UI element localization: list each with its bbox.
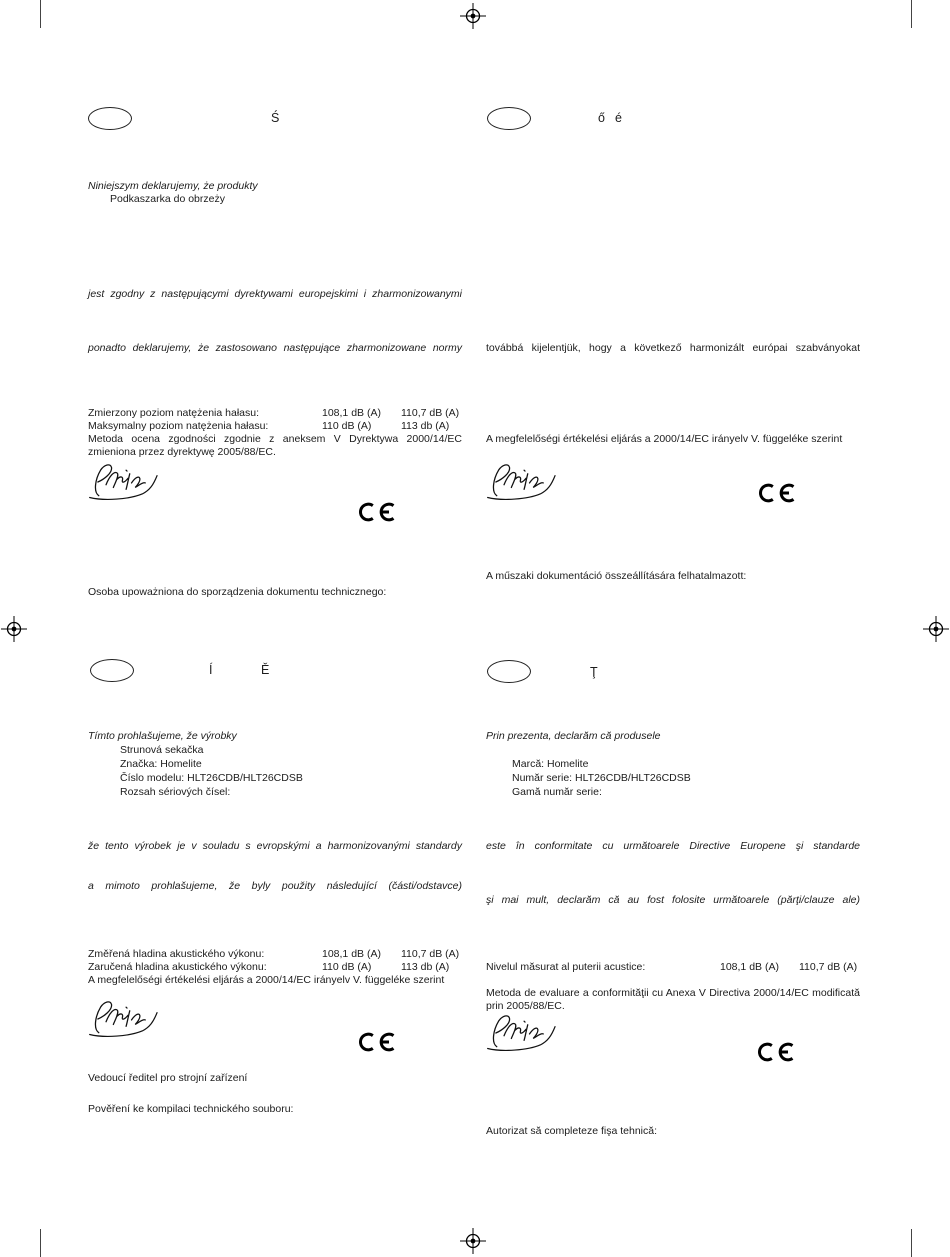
standards-statement: ponadto deklarujemy, że zastosowano następujące zharmonizowane normy bbox=[88, 342, 462, 354]
brand-line: Marcă: Homelite bbox=[512, 758, 589, 770]
noise-measured-value-1: 108,1 dB (A) bbox=[322, 407, 381, 419]
crop-mark-top-left bbox=[40, 0, 41, 28]
conformity-method-text: Metoda de evaluare a conformităţii cu Anexa V Directiva 2000/14/EC modificată prin 2005/88/EC. bbox=[486, 987, 860, 1012]
standards-statement: şi mai mult, declarăm că au fost folosite următoarele (părţi/clauze ale) bbox=[486, 894, 860, 906]
signature-icon bbox=[484, 459, 566, 505]
noise-measured-value-2: 110,7 dB (A) bbox=[401, 407, 460, 419]
directive-statement: jest zgodny z następującymi dyrektywami europejskimi i zharmonizowanymi bbox=[88, 288, 462, 300]
heading-glyph: Ţ bbox=[590, 665, 598, 679]
declaration-line: Niniejszym deklarujemy, że produkty bbox=[88, 180, 258, 192]
language-badge-ellipse bbox=[88, 107, 132, 130]
product-name: Strunová sekačka bbox=[120, 744, 204, 756]
conformity-method-text: A megfelelőségi értékelési eljárás a 2000/14/EC irányelv V. függeléke szerint bbox=[88, 974, 445, 986]
declaration-line: Prin prezenta, declarăm că produsele bbox=[486, 730, 661, 742]
noise-measured-value-1: 108,1 dB (A) bbox=[720, 961, 779, 973]
heading-glyph: Ś bbox=[271, 111, 280, 125]
directive-statement: že tento výrobek je v souladu s evropskými a harmonizovanými standardy bbox=[88, 840, 462, 852]
conformity-method-text: Metoda ocena zgodności zgodnie z aneksem V Dyrektywa 2000/14/EC zmieniona przez dyrektywę 2005/88/EC. bbox=[88, 433, 462, 458]
ce-mark-icon bbox=[358, 497, 402, 527]
serial-range-line: Gamă număr serie: bbox=[512, 786, 602, 798]
crop-mark-bottom-right bbox=[911, 1229, 912, 1257]
model-line: Număr serie: HLT26CDB/HLT26CDSB bbox=[512, 772, 691, 784]
registration-target-icon bbox=[460, 1228, 486, 1254]
brand-line: Značka: Homelite bbox=[120, 758, 202, 770]
language-badge-ellipse bbox=[90, 659, 134, 682]
noise-guaranteed-value-2: 113 db (A) bbox=[401, 961, 450, 973]
authorized-person-line: Pověření ke kompilaci technického souboru: bbox=[88, 1103, 294, 1115]
crop-mark-bottom-left bbox=[40, 1229, 41, 1257]
serial-range-line: Rozsah sériových čísel: bbox=[120, 786, 231, 798]
standards-statement: a mimoto prohlašujeme, že byly použity následující (části/odstavce) bbox=[88, 880, 462, 892]
registration-target-icon bbox=[460, 3, 486, 29]
noise-measured-label: Změřená hladina akustického výkonu: bbox=[88, 948, 265, 960]
heading-glyph: Ě bbox=[261, 663, 270, 677]
noise-measured-value-2: 110,7 dB (A) bbox=[799, 961, 858, 973]
noise-max-label: Maksymalny poziom natężenia hałasu: bbox=[88, 420, 269, 432]
ce-mark-icon bbox=[758, 478, 802, 508]
conformity-method-text: A megfelelőségi értékelési eljárás a 2000/14/EC irányelv V. függeléke szerint bbox=[486, 433, 843, 445]
authorized-person-line: Osoba upoważniona do sporządzenia dokumentu technicznego: bbox=[88, 586, 387, 598]
signature-icon bbox=[86, 459, 168, 505]
declaration-line: Tímto prohlašujeme, že výrobky bbox=[88, 730, 237, 742]
standards-statement: továbbá kijelentjük, hogy a következő harmonizált európai szabványokat bbox=[486, 342, 860, 354]
noise-max-value-1: 110 dB (A) bbox=[322, 420, 372, 432]
noise-max-value-2: 113 db (A) bbox=[401, 420, 450, 432]
authorized-person-line: Autorizat să completeze fişa tehnică: bbox=[486, 1125, 658, 1137]
ce-mark-icon bbox=[757, 1037, 801, 1067]
language-badge-ellipse bbox=[487, 660, 531, 683]
heading-glyph: é bbox=[615, 111, 622, 125]
noise-guaranteed-value-1: 110 dB (A) bbox=[322, 961, 372, 973]
product-name: Podkaszarka do obrzeży bbox=[110, 193, 225, 205]
ce-mark-icon bbox=[358, 1027, 402, 1057]
signature-icon bbox=[484, 1010, 566, 1056]
authorized-person-line: A műszaki dokumentáció összeállítására felhatalmazott: bbox=[486, 570, 747, 582]
language-badge-ellipse bbox=[487, 107, 531, 130]
registration-target-icon bbox=[923, 616, 949, 642]
noise-guaranteed-label: Zaručená hladina akustického výkonu: bbox=[88, 961, 267, 973]
model-line: Číslo modelu: HLT26CDB/HLT26CDSB bbox=[120, 772, 303, 784]
crop-mark-top-right bbox=[911, 0, 912, 28]
director-title-line: Vedoucí ředitel pro strojní zařízení bbox=[88, 1072, 248, 1084]
noise-measured-label: Zmierzony poziom natężenia hałasu: bbox=[88, 407, 260, 419]
signature-icon bbox=[86, 996, 168, 1042]
directive-statement: este în conformitate cu următoarele Directive Europene şi standarde bbox=[486, 840, 860, 852]
registration-target-icon bbox=[1, 616, 27, 642]
heading-glyph: Í bbox=[209, 663, 213, 677]
noise-measured-value-2: 110,7 dB (A) bbox=[401, 948, 460, 960]
noise-measured-value-1: 108,1 dB (A) bbox=[322, 948, 381, 960]
noise-measured-label: Nivelul măsurat al puterii acustice: bbox=[486, 961, 646, 973]
heading-glyph: ő bbox=[598, 111, 605, 125]
